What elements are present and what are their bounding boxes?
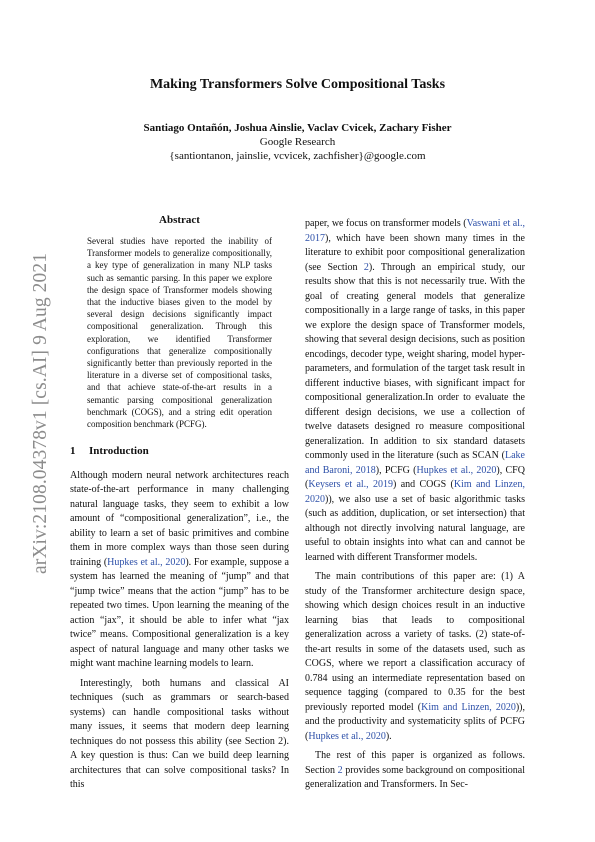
section-number: 1 — [70, 445, 76, 458]
citation-link[interactable]: Hupkes et al., 2020 — [107, 556, 186, 568]
citation-link[interactable]: Vaswani et al., 2017 — [305, 218, 525, 244]
author-emails: {santiontanon, jainslie, vcvicek, zachfisher}@google.com — [169, 150, 426, 162]
intro-paragraph-5: The rest of this paper is organized as follows. Section 2 provides some background on compositional generalization and Transformers. In Sec- — [305, 750, 525, 790]
section-link[interactable]: 2 — [337, 764, 343, 776]
right-column — [305, 217, 525, 793]
section-heading-introduction — [70, 444, 289, 459]
section-link[interactable]: 2 — [363, 261, 369, 273]
citation-link[interactable]: Kim and Linzen, 2020 — [421, 701, 516, 713]
citation-link[interactable]: Kim and Linzen, 2020 — [305, 479, 525, 505]
citation-link[interactable]: Lake and Baroni, 2018 — [305, 450, 525, 476]
left-column — [70, 213, 289, 793]
intro-paragraph-2: Interestingly, both humans and classical AI techniques (such as grammars or search-based systems) can handle compositional tasks without many issues, it seems that modern deep learning techniques do not possess this ability (see Section 2). A key question is thus: Can we build deep learning architectures that can solve compositional tasks? In this — [70, 677, 289, 791]
intro-paragraph-1: Although modern neural network architectures reach state-of-the-art performance in many challenging natural language tasks, they seem to exhibit a low amount of “compositional generalization”, i.e., the ability to learn a set of basic primitives and combine them in more complex ways than those seen during training (Hupkes et al., 2020). For example, suppose a system has learned the meaning of “jump” and that “jump twice” means that the action “jump” has to be repeated two times. Upon learning the meaning of the action “jax”, it should be able to infer what “jax twice” means. Compositional generalization is a key aspect of natural language and many other tasks we might want machine learning models to learn. — [70, 469, 289, 670]
paper-title: Making Transformers Solve Compositional Tasks — [149, 77, 446, 92]
intro-paragraph-4: The main contributions of this paper are: (1) A study of the Transformer architecture design space, showing which design choices result in an inductive learning bias that leads to compositional generalization across a variety of tasks. (2) state-of-the-art results in some of the datasets used, such as COGS, where we report a classification accuracy of 0.784 using an intermediate representation based on sequence tagging (compared to 0.35 for the best previously reported model (Kim and Linzen, 2020)), and the productivity and systematicity splits of PCFG (Hupkes et al., 2020). — [305, 571, 526, 742]
citation-link[interactable]: Keysers et al., 2019 — [308, 479, 394, 490]
citation-link[interactable]: Hupkes et al., 2020 — [416, 464, 497, 476]
abstract-body: Several studies have reported the inability of Transformer models to generalize compositionally, a key type of generalization in many NLP tasks such as semantic parsing. In this paper we explore the design space of Transformer models showing that the inductive biases given to the model by several design decisions significantly impact compositional generalization. Through this exploration, we identified Transformer configurations that generalize compositionally significantly better than previously reported in the literature in a diverse set of compositional tasks, and that achieve state-of-the-art results in a semantic parsing compositional generalization benchmark (COGS), and a string edit operation composition benchmark (PCFG). — [87, 236, 272, 430]
arxiv-identifier: arXiv:2108.04378v1 [cs.AI] 9 Aug 2021 — [30, 252, 51, 574]
citation-link[interactable]: Hupkes et al., 2020 — [308, 730, 386, 742]
abstract-heading: Abstract — [159, 214, 200, 226]
author-list: Santiago Ontañón, Joshua Ainslie, Vaclav Cvicek, Zachary Fisher — [143, 122, 452, 134]
intro-paragraph-3: paper, we focus on transformer models (Vaswani et al., 2017), which have been shown many times in the literature to exhibit poor compositional generalization (see Section 2). Through an empirical study, our results show that this is not necessarily true. With the goal of creating general models that generalize compositionally in a large range of tasks, in this paper we explore the design space of Transformer models, showing that several design decisions, such as position encodings, decoder type, weight sharing, model hyper-parameters, and formulation of the target task result in different inductive biases, with significant impact for compositional generalization.In order to evaluate the different design decisions, we use a collection of twelve datasets designed ro measure compositional generalization. In addition to six standard datasets commonly used in the literature (such as SCAN (Lake and Baroni, 2018), PCFG (Hupkes et al., 2020), CFQ (Keysers et al., 2019) and COGS (Kim and Linzen, 2020)), we also use a set of basic algorithmic tasks (such as addition, duplication, or set intersection) that although not directly involving natural language, are useful to obtain insights into what can and cannot be learned with different Transformer models. — [305, 218, 526, 563]
section-title: Introduction — [89, 445, 149, 458]
affiliation: Google Research — [259, 136, 336, 148]
